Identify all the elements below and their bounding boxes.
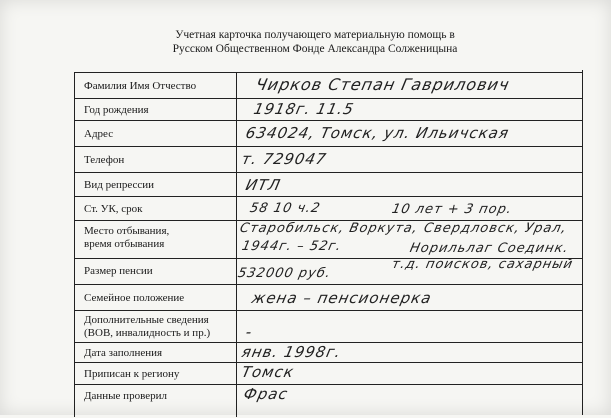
field-label: Год рождения bbox=[84, 104, 149, 116]
field-label: Адрес bbox=[84, 128, 114, 140]
field-value: 532000 руб. bbox=[236, 266, 333, 281]
table-row bbox=[74, 146, 582, 173]
field-label: Семейное положение bbox=[84, 292, 185, 304]
field-value: - bbox=[244, 323, 255, 341]
field-label-line-2: (ВОВ, инвалидность и пр.) bbox=[84, 327, 211, 339]
field-value: Чирков Степан Гаврилович bbox=[253, 75, 512, 94]
field-value: янв. 1998г. bbox=[240, 343, 343, 361]
title-line-2: Русском Общественном Фонде Александра Солженицына bbox=[172, 43, 458, 55]
table-row bbox=[74, 284, 582, 311]
table-row bbox=[74, 120, 582, 147]
field-label: Приписан к региону bbox=[84, 368, 180, 380]
field-value: ИТЛ bbox=[244, 176, 283, 194]
field-label: Дата заполнения bbox=[84, 347, 163, 359]
field-label: Ст. УК, срок bbox=[84, 203, 143, 215]
field-value: Старобильск, Воркута, bbox=[238, 221, 420, 236]
table-row bbox=[74, 196, 582, 221]
field-value-line-2: Свердловск, Урал, bbox=[422, 221, 569, 236]
table-row bbox=[74, 362, 582, 385]
field-value-line-2: т.д. поисков, сахарный bbox=[390, 257, 575, 272]
field-value: 634024, Томск, ул. Ильичская bbox=[244, 124, 511, 142]
field-value: жена – пенсионерка bbox=[250, 289, 434, 307]
title-line-1: Учетная карточка получающего материальную помощь в bbox=[175, 29, 455, 41]
table-row bbox=[74, 220, 582, 259]
field-value: 58 10 ч.2 bbox=[248, 201, 323, 216]
card-title bbox=[150, 28, 480, 56]
field-label: Дополнительные сведения bbox=[84, 314, 209, 326]
field-label: Размер пенсии bbox=[84, 265, 153, 277]
field-label: Данные проверил bbox=[84, 390, 167, 402]
field-label: Фамилия Имя Отчество bbox=[84, 80, 197, 92]
table-row bbox=[74, 258, 582, 285]
table-right-border bbox=[582, 70, 583, 415]
field-label: Место отбывания, bbox=[84, 225, 170, 237]
field-value-line-3: 1944г. – 52г. bbox=[240, 239, 343, 254]
table-row bbox=[74, 310, 582, 343]
field-label: Телефон bbox=[84, 154, 125, 166]
table-row bbox=[74, 98, 582, 121]
field-value: 1918г. 11.5 bbox=[252, 100, 356, 118]
table-row bbox=[74, 342, 582, 363]
table-row bbox=[74, 72, 582, 99]
field-value: т. 729047 bbox=[240, 150, 329, 168]
field-value: Томск bbox=[240, 363, 296, 381]
field-value-term: 10 лет + 3 пор. bbox=[390, 202, 514, 217]
table-row bbox=[74, 172, 582, 197]
registration-card-table bbox=[74, 72, 582, 417]
field-value-line-4: Норильлаг Соединк. bbox=[408, 241, 571, 256]
table-row bbox=[74, 384, 582, 418]
field-label-line-2: время отбывания bbox=[84, 238, 165, 250]
field-value: Фрас bbox=[242, 385, 290, 403]
field-label: Вид репрессии bbox=[84, 179, 155, 191]
